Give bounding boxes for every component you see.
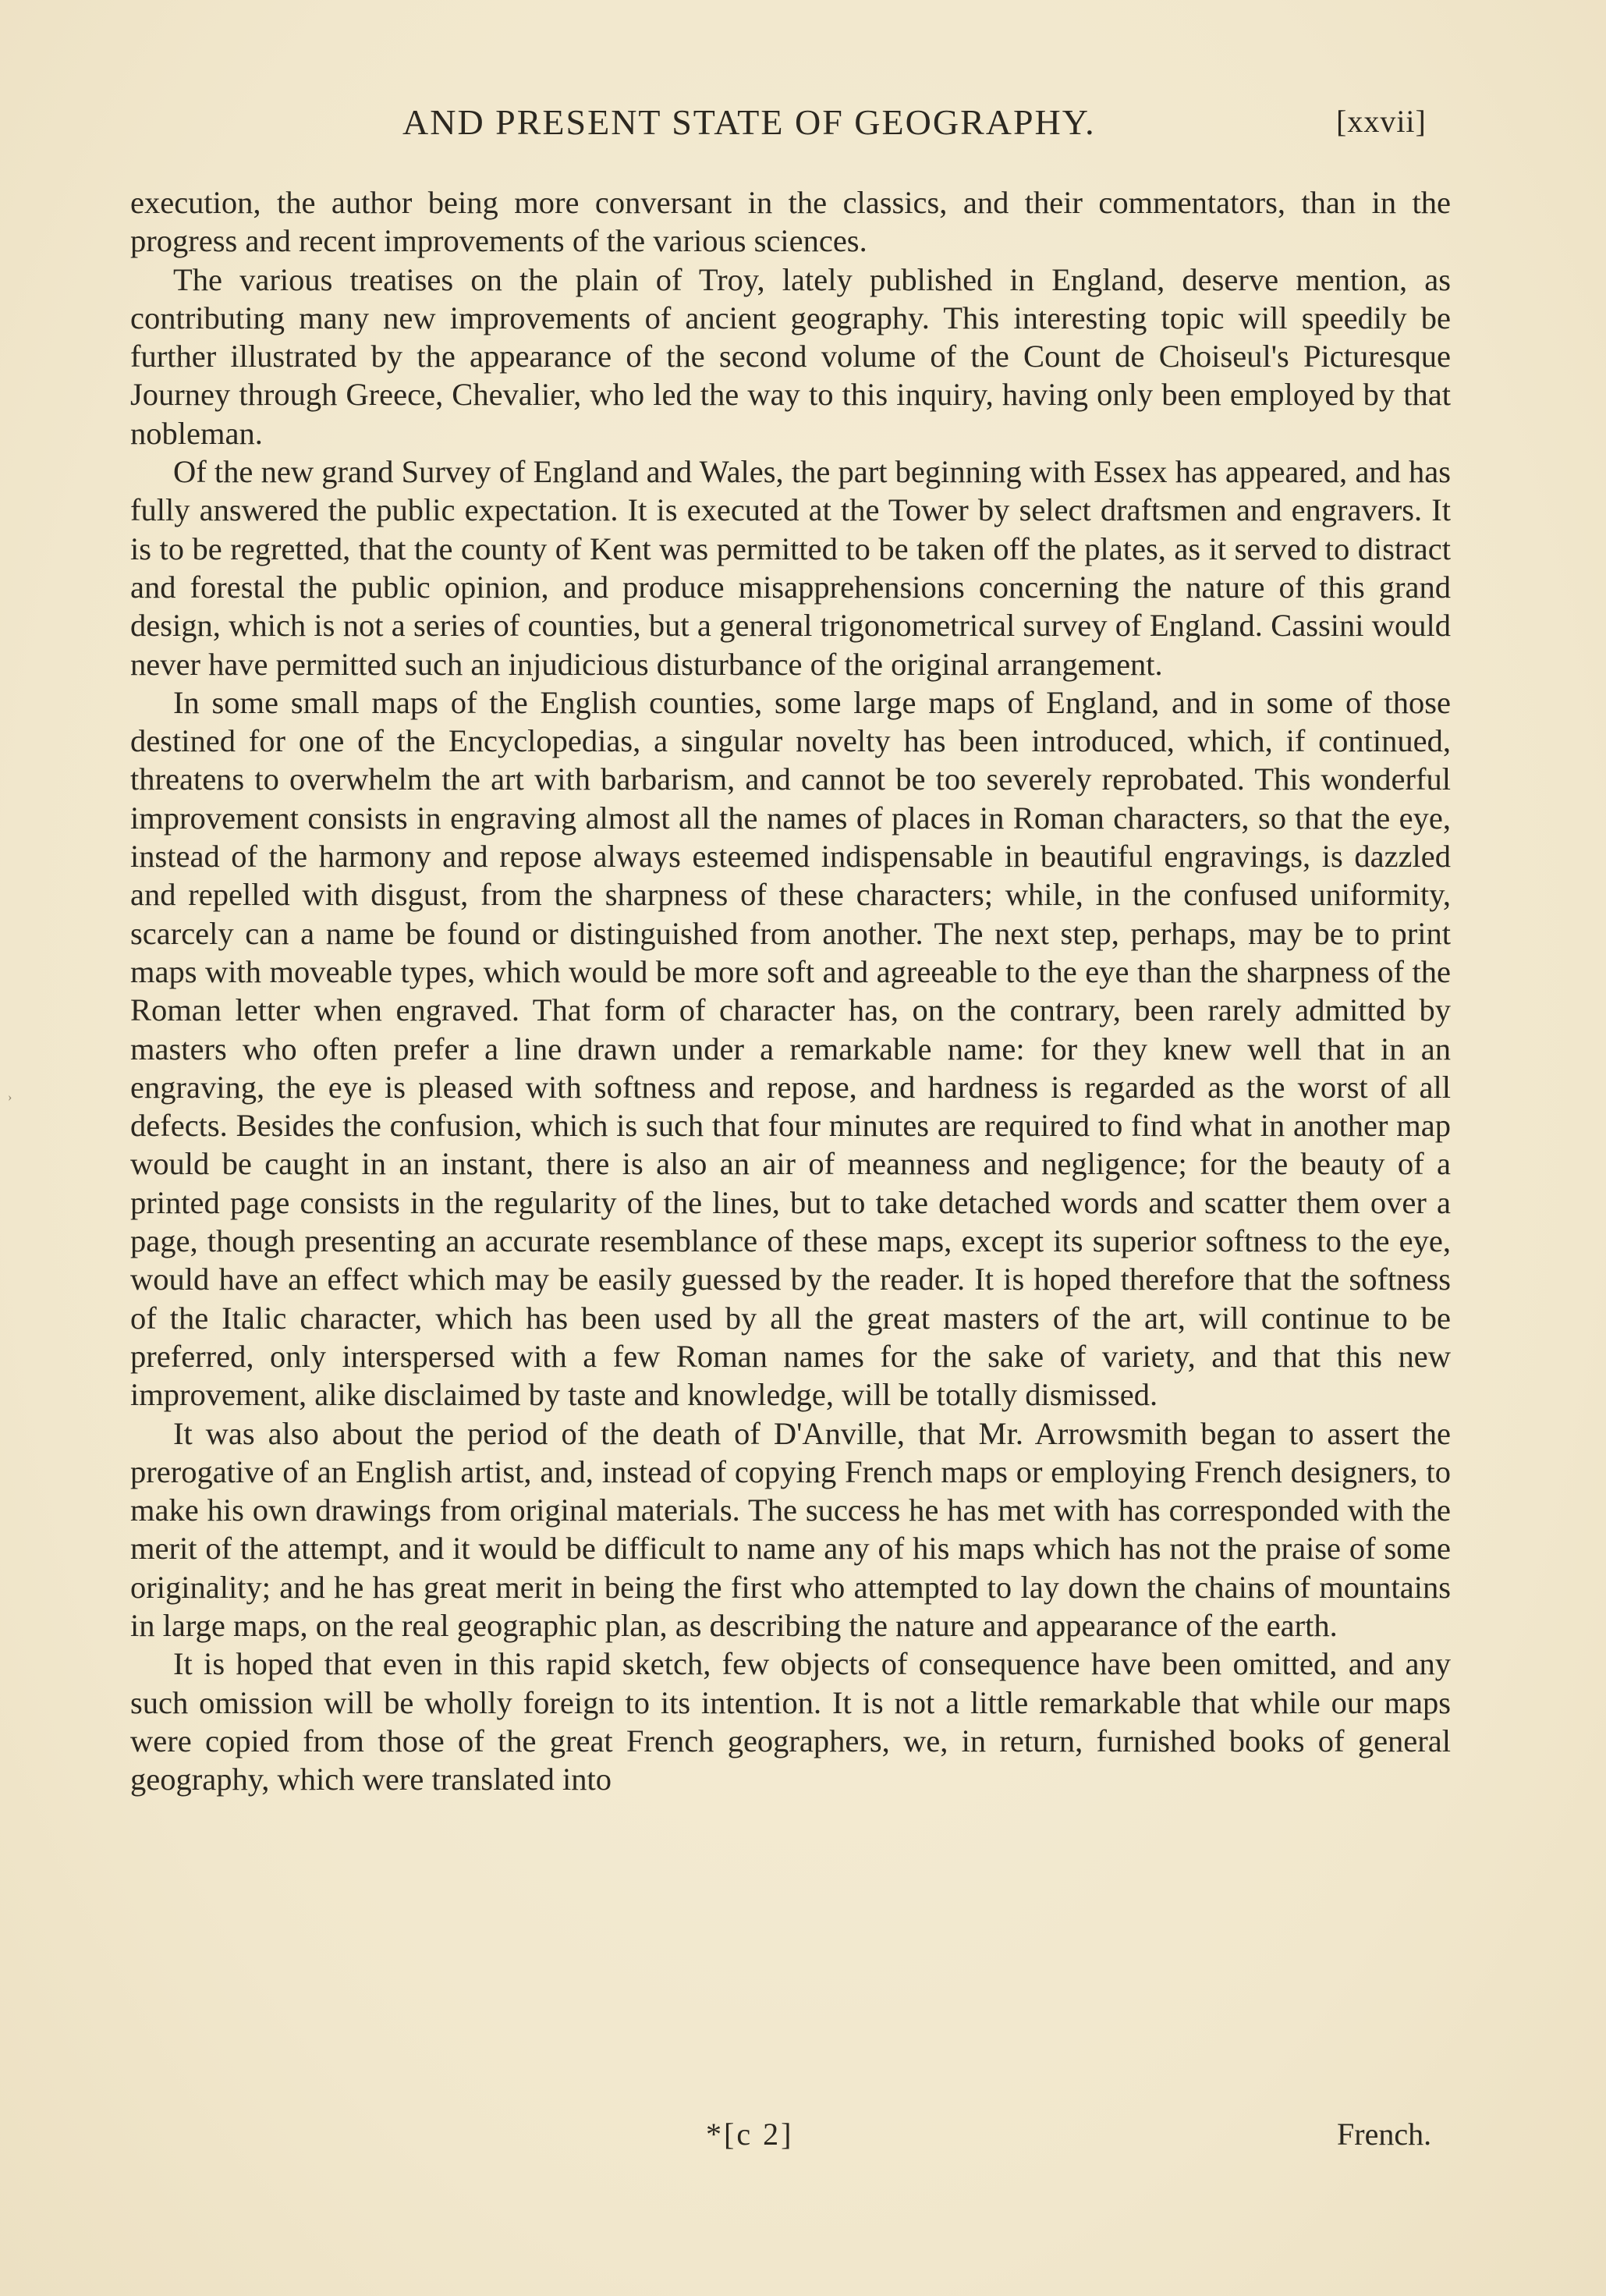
signature-mark: *[c 2] [706, 2117, 794, 2152]
paragraph-roman-characters: In some small maps of the English counties, some large maps of England, and in some of those destined for one of the Encyclopedias, a singular novelty has been introduced, which, if continued, threatens to overwhelm the art with barbarism, and cannot be too severely reprobated. This wonderful improvement consists in engraving almost all the names of places in Roman characters, so that the eye, instead of the harmony and repose always esteemed indispensable in beautiful engravings, is dazzled and repelled with disgust, from the sharpness of these characters; while, in the confused uniformity, scarcely can a name be found or distinguished from another. The next step, perhaps, may be to print maps with moveable types, which would be more soft and agreeable to the eye than the sharpness of the Roman letter when engraved. That form of character has, on the contrary, been rarely admitted by masters who often prefer a line drawn under a remarkable name: for they knew well that in an engraving, the eye is pleased with softness and repose, and hardness is regarded as the worst of all defects. Besides the confusion, which is such that four minutes are required to find what in another map would be caught in an instant, there is also an air of meanness and negligence; for the beauty of a printed page consists in the regularity of the lines, but to take detached words and scatter them over a page, though presenting an accurate resemblance of these maps, except its superior softness to the eye, would have an effect which may be easily guessed by the reader. It is hoped therefore that the softness of the Italic character, which has been used by all the great masters of the art, will continue to be preferred, only interspersed with a few Roman names for the sake of variety, and that this new improvement, alike disclaimed by taste and knowledge, will be totally dismissed. [130, 684, 1451, 1413]
page-footer [0, 2116, 1606, 2159]
page-header [0, 101, 1606, 148]
paragraph-conclusion: It is hoped that even in this rapid sketch, few objects of consequence have been omitted, and any such omission will be wholly foreign to its intention. It is not a little remarkable that while our maps were copied from those of the great French geographers, we, in return, furnished books of general geography, which were translated into [130, 1646, 1451, 1797]
running-title: AND PRESENT STATE OF GEOGRAPHY. [402, 102, 1096, 142]
catchword: French. [1337, 2117, 1432, 2152]
body-text [130, 183, 1451, 1798]
paragraph-arrowsmith: It was also about the period of the death of D'Anville, that Mr. Arrowsmith began to assert the prerogative of an English artist, and, instead of copying French maps or employing French designers, to make his own drawings from original materials. The success he has met with has corresponded with the merit of the attempt, and it would be difficult to name any of his maps which has not the praise of some originality; and he has great merit in being the first who attempted to lay down the chains of mountains in large maps, on the real geographic plan, as describing the nature and appearance of the earth. [130, 1415, 1451, 1643]
page-number: [xxvii] [1336, 104, 1427, 139]
paragraph-troy: The various treatises on the plain of Troy, lately published in England, deserve mention, as contributing many new improvements of ancient geography. This interesting topic will speedily be further illustrated by the appearance of the second volume of the Count de Choiseul's Picturesque Journey through Greece, Chevalier, who led the way to this inquiry, having only been employed by that nobleman. [130, 261, 1451, 451]
margin-mark: › [8, 1091, 12, 1104]
paragraph-continuation: execution, the author being more conversant in the classics, and their commentators, than in the progress and recent improvements of the various sciences. [130, 185, 1451, 259]
paragraph-survey: Of the new grand Survey of England and Wales, the part beginning with Essex has appeared, and has fully answered the public expectation. It is executed at the Tower by select draftsmen and engravers. It is to be regretted, that the county of Kent was permitted to be taken off the plates, as it served to distract and forestal the public opinion, and produce misapprehensions concerning the nature of this grand design, which is not a series of counties, but a general trigonometrical survey of England. Cassini would never have permitted such an injudicious disturbance of the original arrangement. [130, 454, 1451, 682]
